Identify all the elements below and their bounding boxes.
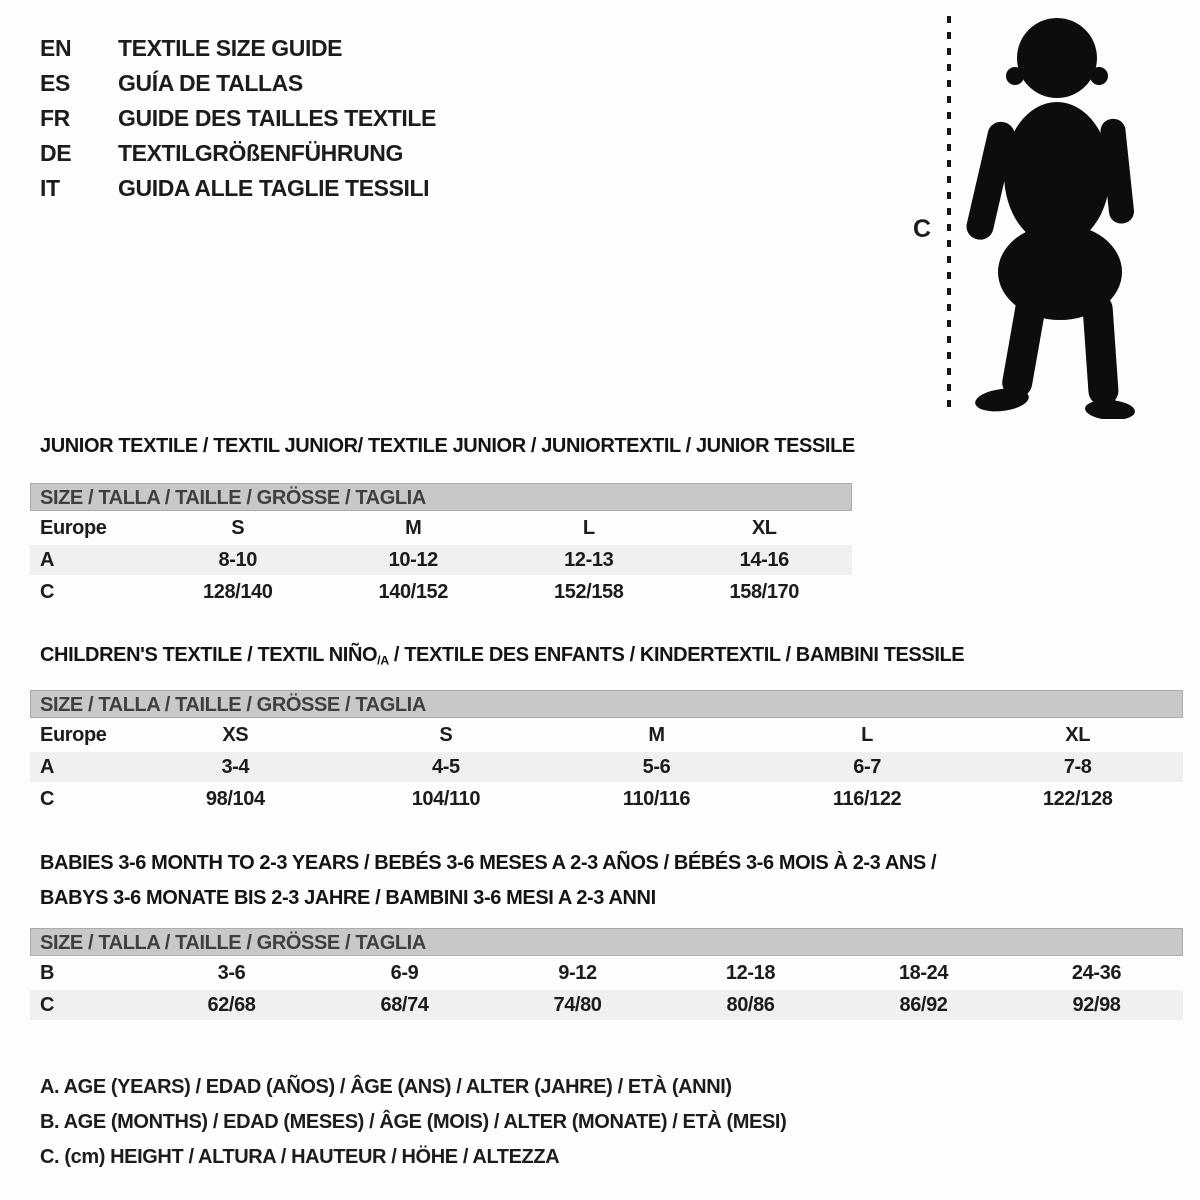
row-label: A — [40, 548, 55, 571]
size-bar: SIZE / TALLA / TAILLE / GRÖSSE / TAGLIA — [30, 928, 1183, 956]
table-cell: 140/152 — [378, 580, 448, 603]
junior-size-table — [30, 483, 852, 607]
children-heading-suffix: / TEXTILE DES ENFANTS / KINDERTEXTIL / BAMBINI TESSILE — [388, 644, 965, 666]
language-title-list — [40, 31, 436, 206]
language-code: EN — [40, 35, 72, 61]
language-row — [40, 101, 436, 136]
language-code: ES — [40, 70, 70, 96]
measure-legend — [40, 1070, 786, 1175]
column-header-cell: S — [439, 723, 453, 746]
language-title: GUÍA DE TALLAS — [118, 70, 303, 96]
table-cell: 62/68 — [207, 993, 256, 1016]
table-cell: 12-13 — [564, 548, 614, 571]
legend-line-c: C. (cm) HEIGHT / ALTURA / HAUTEUR / HÖHE / ALTEZZA — [40, 1146, 560, 1168]
table-cell: 122/128 — [1042, 787, 1113, 810]
language-title: GUIDE DES TAILLES TEXTILE — [118, 105, 436, 131]
children-heading-subscript: /A — [377, 653, 389, 668]
table-cell: 86/92 — [899, 993, 948, 1016]
legend-line-b: B. AGE (MONTHS) / EDAD (MESES) / ÂGE (MOIS) / ALTER (MONATE) / ETÀ (MESI) — [40, 1111, 787, 1133]
language-title: TEXTILGRÖßENFÜHRUNG — [118, 140, 403, 166]
column-header-cell: M — [648, 723, 665, 746]
table-cell: 128/140 — [203, 580, 273, 603]
junior-section-heading: JUNIOR TEXTILE / TEXTIL JUNIOR/ TEXTILE JUNIOR / JUNIORTEXTIL / JUNIOR TESSILE — [40, 435, 855, 457]
column-header-cell: XS — [222, 723, 249, 746]
table-cell: 3-4 — [221, 755, 250, 778]
height-measure-label: C — [913, 215, 932, 243]
language-code: FR — [40, 105, 70, 131]
table-cell: 4-5 — [432, 755, 460, 778]
babies-heading-line1: BABIES 3-6 MONTH TO 2-3 YEARS / BEBÉS 3-6 MESES A 2-3 AÑOS / BÉBÉS 3-6 MOIS À 2-3 ANS / — [40, 852, 937, 874]
table-row-height — [30, 784, 1183, 814]
table-cell: 24-36 — [1071, 961, 1122, 984]
table-cell: 116/122 — [832, 787, 902, 810]
height-dashed-line — [947, 16, 951, 416]
row-header-label: Europe — [40, 516, 107, 539]
row-label: C — [40, 580, 55, 603]
language-row — [40, 66, 436, 101]
table-cell: 12-18 — [725, 961, 776, 984]
table-cell: 92/98 — [1072, 993, 1121, 1016]
column-header-cell: L — [861, 723, 873, 746]
table-cell: 10-12 — [388, 548, 438, 571]
column-header-row — [30, 513, 852, 543]
row-label: C — [40, 993, 55, 1016]
table-cell: 110/116 — [622, 787, 691, 810]
row-label: B — [40, 961, 55, 984]
table-cell: 8-10 — [218, 548, 257, 571]
table-cell: 152/158 — [554, 580, 624, 603]
language-row — [40, 136, 436, 171]
table-row-height — [30, 577, 852, 607]
table-row-height — [30, 990, 1183, 1020]
children-section-heading — [40, 643, 964, 672]
row-header-label: Europe — [40, 723, 107, 746]
table-cell: 9-12 — [558, 961, 597, 984]
table-cell: 3-6 — [217, 961, 246, 984]
column-header-cell: L — [582, 516, 595, 539]
language-row — [40, 171, 436, 206]
table-row-age — [30, 545, 852, 575]
column-header-cell: M — [405, 516, 422, 539]
babies-size-table — [30, 928, 1183, 1020]
babies-section-heading — [40, 846, 936, 916]
children-heading-prefix: CHILDREN'S TEXTILE / TEXTIL NIÑO — [40, 644, 378, 666]
table-cell: 80/86 — [726, 993, 775, 1016]
language-code: IT — [40, 175, 60, 201]
column-header-cell: XL — [751, 516, 777, 539]
table-cell: 18-24 — [898, 961, 949, 984]
table-cell: 98/104 — [205, 787, 265, 810]
row-label: C — [40, 787, 55, 810]
table-row-age — [30, 752, 1183, 782]
table-cell: 158/170 — [729, 580, 799, 603]
table-cell: 74/80 — [553, 993, 602, 1016]
legend-line-a: A. AGE (YEARS) / EDAD (AÑOS) / ÂGE (ANS) / ALTER (JAHRE) / ETÀ (ANNI) — [40, 1076, 732, 1098]
babies-heading-line2: BABYS 3-6 MONATE BIS 2-3 JAHRE / BAMBINI 3-6 MESI A 2-3 ANNI — [40, 887, 656, 909]
size-bar: SIZE / TALLA / TAILLE / GRÖSSE / TAGLIA — [30, 483, 852, 511]
table-cell: 68/74 — [380, 993, 429, 1016]
table-row-months — [30, 958, 1183, 988]
table-cell: 7-8 — [1063, 755, 1092, 778]
language-code: DE — [40, 140, 72, 166]
row-label: A — [40, 755, 55, 778]
size-bar: SIZE / TALLA / TAILLE / GRÖSSE / TAGLIA — [30, 690, 1183, 718]
column-header-cell: S — [231, 516, 245, 539]
table-cell: 6-7 — [853, 755, 881, 778]
language-title: TEXTILE SIZE GUIDE — [118, 35, 343, 61]
toddler-silhouette-icon — [960, 14, 1140, 419]
table-cell: 104/110 — [411, 787, 481, 810]
children-size-table — [30, 690, 1183, 814]
table-cell: 14-16 — [739, 548, 789, 571]
language-title: GUIDA ALLE TAGLIE TESSILI — [118, 175, 430, 201]
table-cell: 5-6 — [642, 755, 671, 778]
column-header-cell: XL — [1065, 723, 1091, 746]
column-header-row — [30, 720, 1183, 750]
language-row — [40, 31, 436, 66]
table-cell: 6-9 — [390, 961, 419, 984]
